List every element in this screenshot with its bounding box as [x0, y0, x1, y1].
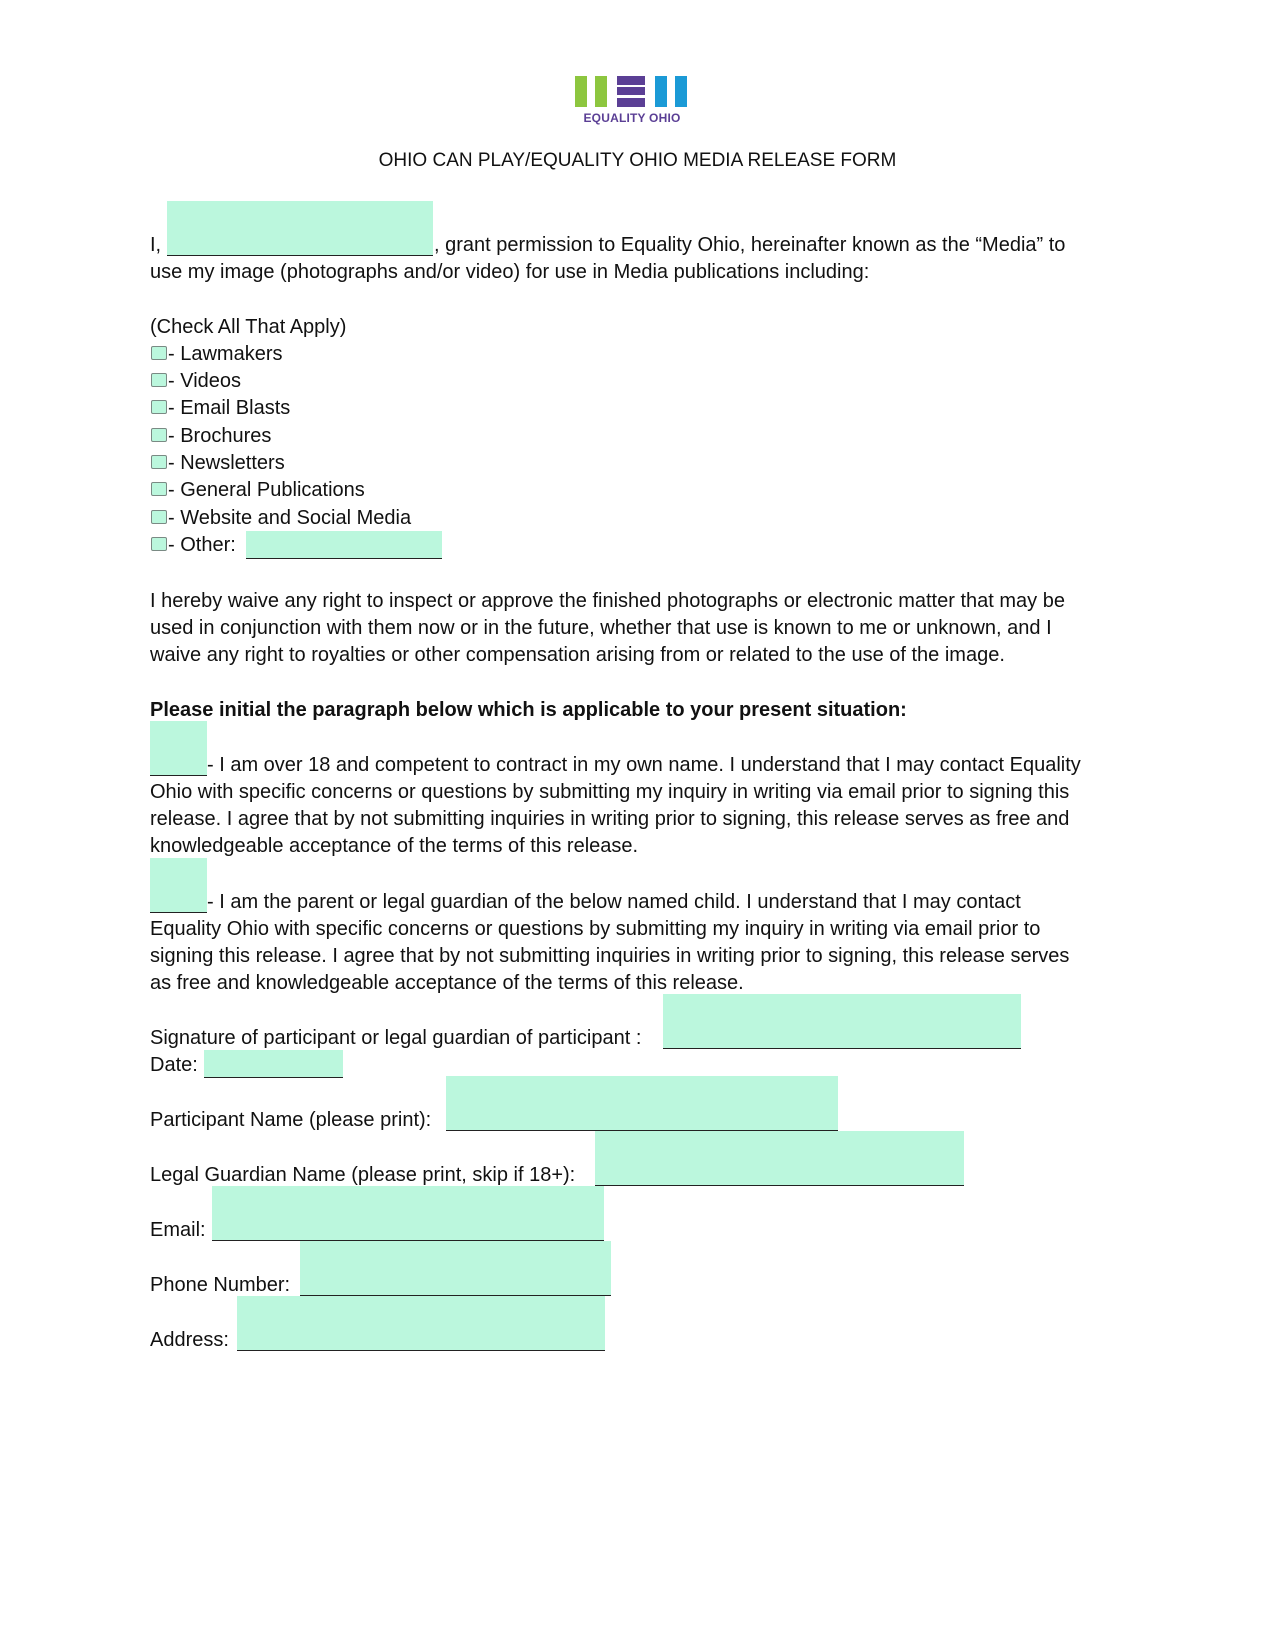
- logo-purple-bar: [617, 98, 645, 107]
- name-grant-field[interactable]: [167, 201, 433, 256]
- videos-checkbox[interactable]: [151, 373, 167, 387]
- adult-clause-line: release. I agree that by not submitting inquiries in writing prior to signing, this release serves as free and: [150, 808, 1070, 830]
- adult-clause-line: - I am over 18 and competent to contract in my own name. I understand that I may contact Equality: [207, 754, 1081, 776]
- participant-name-label: Participant Name (please print):: [150, 1109, 432, 1131]
- date-field[interactable]: [204, 1050, 343, 1078]
- guardian-clause-line: Equality Ohio with specific concerns or questions by submitting my inquiry in writing via email prior to: [150, 918, 1041, 940]
- checklist-item: - Other:: [168, 534, 236, 556]
- waiver-line: used in conjunction with them now or in the future, whether that use is known to me or unknown, and I: [150, 617, 1052, 639]
- guardian-name-label: Legal Guardian Name (please print, skip if 18+):: [150, 1164, 576, 1186]
- other-checkbox[interactable]: [151, 537, 167, 551]
- checklist-item: - Newsletters: [168, 452, 285, 474]
- checklist-item: - General Publications: [168, 479, 365, 501]
- intro-line-2: use my image (photographs and/or video) for use in Media publications including:: [150, 261, 870, 283]
- guardian-name-field[interactable]: [595, 1131, 964, 1186]
- adult-clause-line: Ohio with specific concerns or questions by submitting my inquiry in writing via email prior to signing this: [150, 781, 1070, 803]
- participant-name-field[interactable]: [446, 1076, 838, 1131]
- checklist-item: - Website and Social Media: [168, 507, 412, 529]
- waiver-line: waive any right to royalties or other compensation arising from or related to the use of the image.: [150, 644, 1005, 666]
- newsletters-checkbox[interactable]: [151, 455, 167, 469]
- logo-blue-bar: [655, 76, 667, 107]
- phone-label: Phone Number:: [150, 1274, 291, 1296]
- waiver-line: I hereby waive any right to inspect or approve the finished photographs or electronic matter that may be: [150, 590, 1065, 612]
- email-label: Email:: [150, 1219, 206, 1241]
- logo-blue-bar: [675, 76, 687, 107]
- phone-field[interactable]: [300, 1241, 611, 1296]
- signature-field[interactable]: [663, 994, 1021, 1049]
- email-field[interactable]: [212, 1186, 604, 1241]
- checklist-heading: (Check All That Apply): [150, 316, 347, 338]
- logo-purple-bar: [617, 87, 645, 95]
- other-text-field[interactable]: [246, 531, 442, 559]
- general-publications-checkbox[interactable]: [151, 482, 167, 496]
- address-field[interactable]: [237, 1296, 605, 1351]
- lawmakers-checkbox[interactable]: [151, 346, 167, 360]
- intro-prefix: I,: [150, 234, 162, 256]
- logo-green-bar: [575, 76, 587, 107]
- email-blasts-checkbox[interactable]: [151, 400, 167, 414]
- guardian-clause-line: - I am the parent or legal guardian of the below named child. I understand that I may contact: [207, 891, 1021, 913]
- adult-clause-line: knowledgeable acceptance of the terms of this release.: [150, 835, 639, 857]
- brochures-checkbox[interactable]: [151, 428, 167, 442]
- checklist-item: - Email Blasts: [168, 397, 291, 419]
- website-social-checkbox[interactable]: [151, 510, 167, 524]
- guardian-clause-line: signing this release. I agree that by not submitting inquiries in writing prior to signing, this release serves: [150, 945, 1070, 967]
- checklist-item: - Brochures: [168, 425, 272, 447]
- signature-label: Signature of participant or legal guardian of participant :: [150, 1027, 642, 1049]
- initial-heading: Please initial the paragraph below which is applicable to your present situation:: [150, 699, 907, 721]
- form-title: OHIO CAN PLAY/EQUALITY OHIO MEDIA RELEASE FORM: [378, 150, 897, 171]
- logo-wordmark: EQUALITY OHIO: [583, 111, 681, 125]
- intro-line-1: , grant permission to Equality Ohio, hereinafter known as the “Media” to: [434, 234, 1066, 256]
- logo-purple-bar: [617, 76, 645, 85]
- checklist-item: - Lawmakers: [168, 343, 283, 365]
- date-label: Date:: [150, 1054, 198, 1076]
- adult-initial-field[interactable]: [150, 721, 207, 776]
- checklist-item: - Videos: [168, 370, 242, 392]
- logo-green-bar: [595, 76, 607, 107]
- guardian-initial-field[interactable]: [150, 858, 207, 913]
- address-label: Address:: [150, 1329, 229, 1351]
- guardian-clause-line: as free and knowledgeable acceptance of the terms of this release.: [150, 972, 744, 994]
- equality-ohio-logo: [575, 76, 695, 126]
